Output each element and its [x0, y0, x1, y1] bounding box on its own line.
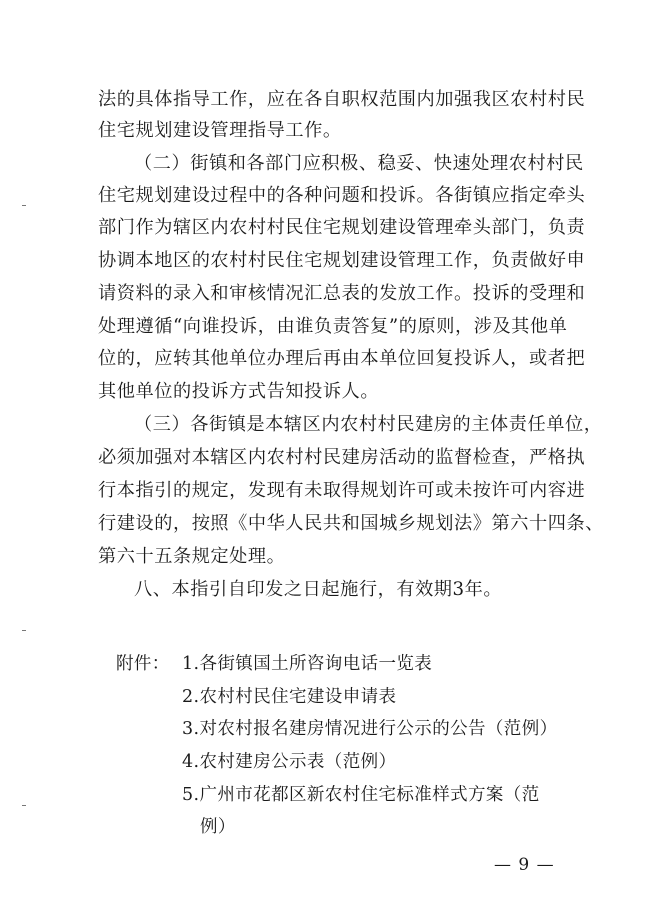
paragraph-three-start: （三）各街镇是本辖区内农村村民建房的主体责任单位， — [134, 414, 603, 435]
text-line: 法的具体指导工作，应在各自职权范围内加强我区农村村民 — [98, 89, 586, 110]
text-line: 位的，应转其他单位办理后再由本单位回复投诉人，或者把 — [98, 348, 586, 369]
page-number: — 9 — — [494, 855, 555, 875]
attachment-item: 4.农村建房公示表（范例） — [182, 752, 397, 772]
margin-mark — [22, 805, 26, 806]
attachment-item-continued: 例） — [200, 817, 236, 837]
text-line: 行本指引的规定，发现有未取得规划许可或未按许可内容进 — [98, 480, 586, 501]
text-line: 行建设的，按照《中华人民共和国城乡规划法》第六十四条、 — [98, 513, 604, 534]
attachment-item: 3.对农村报名建房情况进行公示的公告（范例） — [182, 719, 558, 739]
text-line: 必须加强对本辖区内农村村民建房活动的监督检查，严格执 — [98, 447, 586, 468]
attachment-item: 1.各街镇国土所咨询电话一览表 — [182, 654, 433, 674]
margin-mark — [22, 205, 26, 206]
attachment-item: 5.广州市花都区新农村住宅标准样式方案（范 — [182, 785, 540, 805]
attachment-item: 2.农村村民住宅建设申请表 — [182, 687, 397, 707]
text-line: 处理遵循“向谁投诉，由谁负责答复”的原则，涉及其他单 — [98, 316, 568, 337]
text-line: 部门作为辖区内农村村民住宅规划建设管理牵头部门，负责 — [98, 217, 586, 238]
text-line: 协调本地区的农村村民住宅规划建设管理工作，负责做好申 — [98, 250, 586, 271]
text-line: 请资料的录入和审核情况汇总表的发放工作。投诉的受理和 — [98, 283, 586, 304]
text-line: 住宅规划建设过程中的各种问题和投诉。各街镇应指定牵头 — [98, 185, 586, 206]
text-line: 住宅规划建设管理指导工作。 — [98, 120, 342, 141]
margin-mark — [22, 630, 26, 631]
attachments-label: 附件： — [116, 654, 170, 674]
text-line: 第六十五条规定处理。 — [98, 546, 286, 567]
section-eight: 八、本指引自印发之日起施行，有效期3年。 — [134, 579, 503, 600]
paragraph-two-start: （二）街镇和各部门应积极、稳妥、快速处理农村村民 — [134, 153, 584, 174]
text-line: 其他单位的投诉方式告知投诉人。 — [98, 381, 380, 402]
